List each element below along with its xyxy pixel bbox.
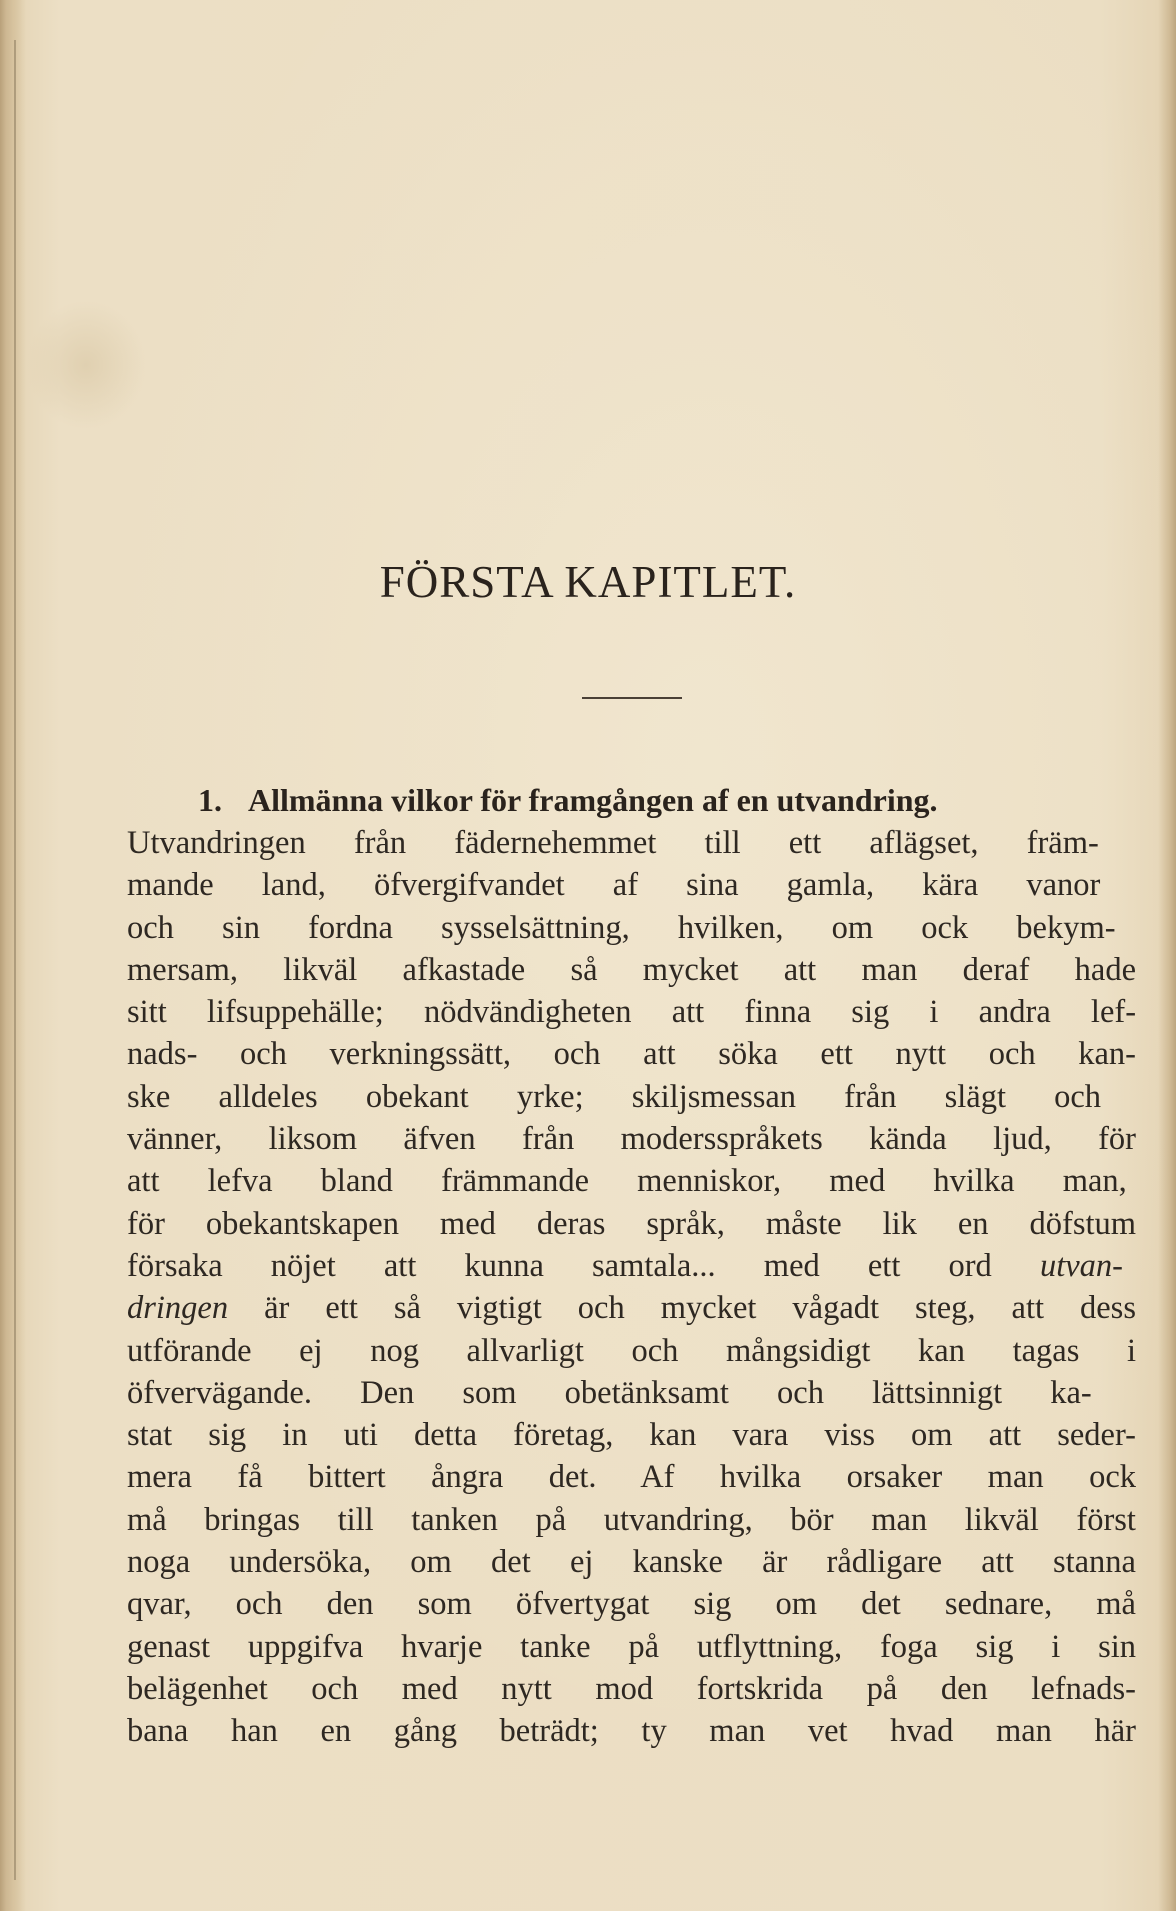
- text-line: qvar, och den som öfvertygat sig om det sednare, må: [127, 1586, 1136, 1623]
- text-line: mera få bittert ångra det. Af hvilka orsaker man ock: [127, 1459, 1136, 1496]
- text-line: mande land, öfvergifvandet af sina gamla, kära vanor: [127, 867, 1101, 904]
- section-number: 1.: [198, 782, 222, 818]
- text-line: att lefva bland främmande menniskor, med hvilka man,: [127, 1163, 1127, 1200]
- italic-word: utvan-: [1039, 1247, 1123, 1284]
- text-line: för obekantskapen med deras språk, måste lik en döfstum: [127, 1205, 1136, 1242]
- title-divider: [582, 697, 682, 699]
- text-line: öfvervägande. Den som obetänksamt och lättsinnigt ka-: [127, 1374, 1092, 1411]
- page-binding-edge: [0, 0, 26, 1911]
- text-line: belägenhet och med nytt mod fortskrida på den lefnads-: [127, 1670, 1136, 1707]
- body-text: [127, 822, 1136, 1753]
- text-line: dringen är ett så vigtigt och mycket vågadt steg, att dess: [127, 1290, 1136, 1327]
- text-line: utförande ej nog allvarligt och mångsidigt kan tagas i: [127, 1332, 1136, 1369]
- text-line: och sin fordna sysselsättning, hvilken, om ock bekym-: [127, 909, 1116, 946]
- text-line: stat sig in uti detta företag, kan vara viss om att seder-: [127, 1417, 1136, 1454]
- text-line: Utvandringen från fädernehemmet till ett aflägset, främ-: [127, 825, 1099, 861]
- text-line: bana han en gång beträdt; ty man vet hvad man här: [127, 1713, 1136, 1750]
- section-heading-text: Allmänna vilkor för framgången af en utvandring.: [248, 782, 938, 818]
- text-line: genast uppgifva hvarje tanke på utflyttning, foga sig i sin: [127, 1628, 1136, 1665]
- text-line: vänner, liksom äfven från modersspråkets kända ljud, för: [127, 1121, 1136, 1158]
- text-line: nads- och verkningssätt, och att söka ett nytt och kan-: [127, 1036, 1136, 1073]
- text-line: mersam, likväl afkastade så mycket att man deraf hade: [127, 951, 1136, 988]
- text-line: ske alldeles obekant yrke; skiljsmessan från slägt och: [127, 1078, 1102, 1115]
- binding-crease: [14, 40, 16, 1880]
- italic-word: dringen: [127, 1290, 229, 1327]
- page-right-edge: [1158, 0, 1176, 1911]
- text-line: må bringas till tanken på utvandring, bör man likväl först: [127, 1501, 1136, 1538]
- chapter-title: FÖRSTA KAPITLET.: [379, 557, 797, 607]
- text-line: noga undersöka, om det ej kanske är rådligare att stanna: [127, 1544, 1136, 1581]
- paper-stain: [26, 300, 146, 430]
- section-heading: [198, 780, 1138, 820]
- text-line: sitt lifsuppehälle; nödvändigheten att finna sig i andra lef-: [127, 994, 1136, 1031]
- text-line: försaka nöjet att kunna samtala... med ett ord utvan-: [127, 1247, 1123, 1284]
